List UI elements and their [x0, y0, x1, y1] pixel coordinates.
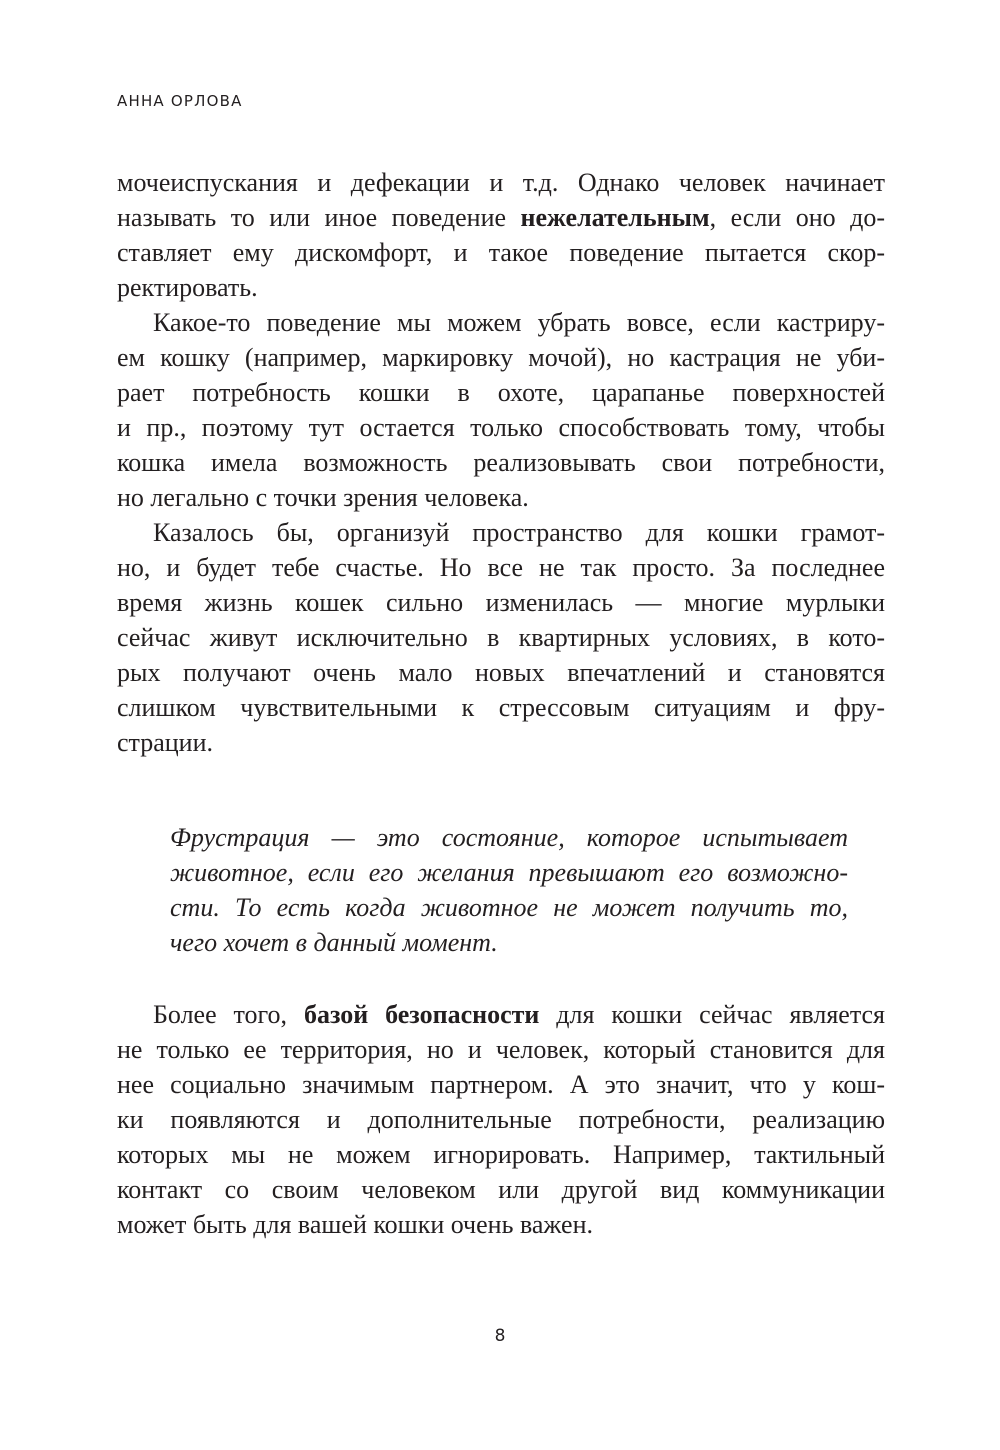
running-header-author: АННА ОРЛОВА [117, 92, 243, 110]
text-line [117, 655, 885, 690]
text-line [117, 997, 885, 1032]
text-segment: контакт со своим человеком или другой вид коммуникации [117, 1175, 885, 1204]
text-line [117, 480, 885, 515]
text-line [117, 1172, 885, 1207]
text-segment: которых мы не можем игнорировать. Например, тактильный [117, 1140, 885, 1169]
text-line [117, 305, 885, 340]
text-segment: время жизнь кошек сильно изменилась — многие мурлыки [117, 588, 885, 617]
text-line [117, 340, 885, 375]
text-segment: кошка имела возможность реализовывать свои потребности, [117, 448, 885, 477]
text-line [117, 1102, 885, 1137]
text-segment: рых получают очень мало новых впечатлений и становятся [117, 658, 885, 687]
text-segment: но, и будет тебе счастье. Но все не так просто. За последнее [117, 553, 885, 582]
text-segment: нее социально значимым партнером. А это значит, что у кош- [117, 1070, 885, 1099]
text-segment: Казалось бы, организуй пространство для кошки грамот- [153, 518, 885, 547]
text-line [117, 235, 885, 270]
text-segment: ставляет ему дискомфорт, и такое поведение пытается скор- [117, 238, 885, 267]
text-segment: чего хочет в данный момент. [170, 928, 498, 957]
bold-term: нежелательным [520, 203, 710, 232]
text-segment: мочеиспускания и дефекации и т.д. Однако человек начинает [117, 168, 885, 197]
text-segment: сти. То есть когда животное не может получить то, [170, 893, 848, 922]
text-line [117, 375, 885, 410]
text-line [117, 550, 885, 585]
text-line [170, 855, 848, 890]
text-line [117, 1032, 885, 1067]
text-line [117, 585, 885, 620]
text-segment: ки появляются и дополнительные потребности, реализацию [117, 1105, 885, 1134]
text-segment: животное, если его желания превышают его возможно- [170, 858, 848, 887]
text-line [170, 925, 848, 960]
text-segment: может быть для вашей кошки очень важен. [117, 1210, 593, 1239]
text-line [117, 690, 885, 725]
text-segment: ректировать. [117, 273, 258, 302]
text-segment: сейчас живут исключительно в квартирных условиях, в кото- [117, 623, 885, 652]
text-line [170, 820, 848, 855]
quote-block [170, 820, 848, 960]
text-segment: слишком чувствительными к стрессовым ситуациям и фру- [117, 693, 885, 722]
text-line [117, 515, 885, 550]
text-segment: , если оно до- [709, 203, 886, 232]
text-segment: и пр., поэтому тут остается только способствовать тому, чтобы [117, 413, 885, 442]
text-segment: страции. [117, 728, 214, 757]
text-segment: но легально с точки зрения человека. [117, 483, 529, 512]
text-line [170, 890, 848, 925]
text-line [117, 725, 885, 760]
text-segment: ем кошку (например, маркировку мочой), но кастрация не уби- [117, 343, 885, 372]
page-number: 8 [494, 1326, 506, 1346]
text-line [117, 200, 885, 235]
text-segment: Какое-то поведение мы можем убрать вовсе, если кастриру- [153, 308, 885, 337]
paragraph [117, 515, 885, 760]
text-line [117, 445, 885, 480]
text-line [117, 620, 885, 655]
text-line [117, 410, 885, 445]
page-body [117, 165, 885, 1242]
paragraph [117, 165, 885, 305]
text-line [117, 270, 885, 305]
text-segment: не только ее территория, но и человек, который становится для [117, 1035, 885, 1064]
text-segment: Более того, [153, 1000, 304, 1029]
text-line [117, 1067, 885, 1102]
text-line [117, 165, 885, 200]
bold-term: базой безопасности [303, 1000, 540, 1029]
paragraph [117, 997, 885, 1242]
text-line [117, 1207, 885, 1242]
text-line [117, 1137, 885, 1172]
text-segment: Фрустрация — это состояние, которое испытывает [170, 823, 848, 852]
text-segment: для кошки сейчас является [539, 1000, 885, 1029]
text-segment: называть то или иное поведение [117, 203, 521, 232]
text-segment: рает потребность кошки в охоте, царапанье поверхностей [117, 378, 885, 407]
paragraph [117, 305, 885, 515]
